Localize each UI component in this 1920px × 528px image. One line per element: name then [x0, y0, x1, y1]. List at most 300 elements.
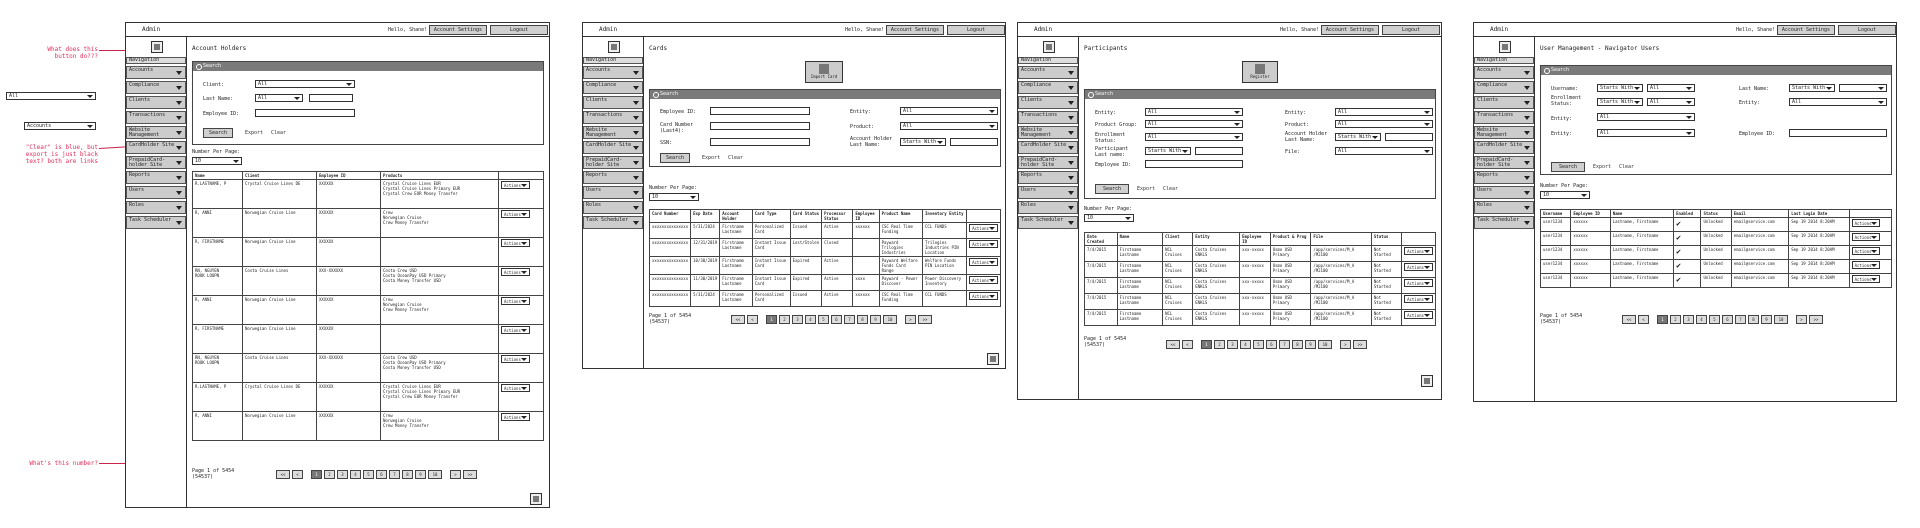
actions-dropdown[interactable]: Actions — [969, 276, 998, 284]
entity-select[interactable]: All — [1145, 108, 1243, 116]
last-name-mode-select[interactable]: Starts With — [1789, 84, 1835, 92]
pagination — [1622, 315, 1823, 324]
cell-name: R, FIRSTNAME — [193, 325, 243, 354]
page-button[interactable]: < — [1182, 340, 1193, 349]
column-header[interactable]: Card Type — [752, 210, 790, 223]
bottom-corner-button[interactable] — [530, 493, 542, 505]
table-cell: Osmo USD Primary — [1270, 262, 1311, 278]
username-input-select[interactable]: All — [1647, 84, 1695, 92]
username-mode-select[interactable]: Starts With — [1597, 84, 1643, 92]
page-button[interactable]: 6 — [831, 315, 842, 324]
nav-item-prepaidcard-site[interactable]: PrepaidCard-holder Site — [126, 156, 186, 169]
page-button[interactable]: < — [747, 315, 758, 324]
column-header[interactable]: Email — [1731, 210, 1788, 218]
page-button[interactable]: 7 — [1279, 340, 1290, 349]
nav-item-cardholder-site[interactable]: CardHolder Site — [583, 141, 643, 154]
column-header[interactable]: Card Status — [790, 210, 822, 223]
export-link[interactable]: Export — [245, 130, 264, 136]
account-settings-button[interactable]: Account Settings — [1321, 25, 1379, 35]
table-cell: CSC Real Time Funding — [879, 223, 922, 239]
actions-dropdown[interactable]: Actions — [1852, 261, 1881, 269]
ssn-input[interactable] — [710, 138, 810, 146]
participant-mode-select[interactable]: Starts With — [1145, 147, 1191, 155]
import-icon — [819, 64, 829, 74]
actions-dropdown[interactable]: Actions — [969, 240, 998, 248]
total-count-label: (54537) — [1084, 342, 1106, 348]
column-header[interactable]: Last Login Date — [1789, 210, 1849, 218]
actions-dropdown[interactable]: Actions — [501, 384, 530, 392]
column-header[interactable]: Product & Prog — [1270, 233, 1311, 246]
table-row — [1085, 278, 1436, 294]
nav-item-clients[interactable]: Clients — [126, 96, 186, 109]
account-settings-button[interactable]: Account Settings — [1777, 25, 1835, 35]
table-cell: Lastname, Firstname — [1610, 232, 1673, 246]
column-header[interactable]: Date Created — [1085, 233, 1118, 246]
page-button[interactable]: 8 — [402, 470, 413, 479]
page-button[interactable]: 1 — [1657, 315, 1668, 324]
cell-name: R, ANNI — [193, 296, 243, 325]
column-header[interactable]: Client — [1163, 233, 1193, 246]
cell-products: Costa Crew USD Costa OceanPay USD Primary Costa Money Transfer USD — [381, 354, 499, 383]
page-button[interactable]: << — [1166, 340, 1180, 349]
table-cell: Not Started — [1371, 294, 1401, 310]
page-button[interactable]: 5 — [818, 315, 829, 324]
page-button[interactable]: 8 — [1748, 315, 1759, 324]
cell-employee-id: XXXXXX — [317, 383, 381, 412]
actions-dropdown[interactable]: Actions — [501, 297, 530, 305]
actions-dropdown[interactable]: Actions — [501, 268, 530, 276]
employee-id-input[interactable] — [710, 107, 810, 115]
card-number-input[interactable] — [710, 122, 810, 130]
nav-item-roles[interactable]: Roles — [583, 201, 643, 214]
page-button[interactable]: >> — [1809, 315, 1823, 324]
cell-client: Norwegian Cruise Line — [243, 209, 317, 238]
account-settings-button[interactable]: Account Settings — [429, 25, 487, 35]
page-button[interactable]: > — [1340, 340, 1351, 349]
nav-item-users[interactable]: Users — [1474, 186, 1534, 199]
cell-name: RN, NGUYEN ROOK LOOPN — [193, 354, 243, 383]
column-header — [1849, 210, 1891, 218]
nav-item-compliance[interactable]: Compliance — [583, 81, 643, 94]
table-cell: xxxx — [853, 275, 879, 291]
bottom-corner-button[interactable] — [987, 353, 999, 365]
export-link[interactable]: Export — [702, 155, 721, 161]
employee-id-input[interactable] — [1789, 129, 1887, 137]
page-button[interactable]: 5 — [1709, 315, 1720, 324]
nav-title: Navigation — [583, 57, 643, 64]
last-name-select[interactable] — [1839, 84, 1887, 92]
column-header[interactable]: Username — [1541, 210, 1571, 218]
enrollment-select[interactable]: All — [1647, 98, 1695, 106]
nav-item-website-management[interactable]: Website Management — [126, 126, 186, 139]
actions-dropdown[interactable]: Actions — [969, 292, 998, 300]
page-button[interactable]: 6 — [1722, 315, 1733, 324]
nav-item-users[interactable]: Users — [1018, 186, 1078, 199]
page-button[interactable]: > — [905, 315, 916, 324]
total-count-label: (54537) — [1540, 319, 1562, 325]
cell-actions — [499, 267, 544, 296]
hello-text: Hello, Shane! — [845, 27, 885, 33]
search-button[interactable]: Search — [203, 128, 233, 138]
cell-name: R, ANNI — [193, 209, 243, 238]
nav-item-website-management[interactable]: Website Management — [1018, 126, 1078, 139]
cell-actions — [967, 257, 1001, 275]
actions-dropdown[interactable]: Actions — [501, 239, 530, 247]
table-cell: Issued — [790, 223, 822, 239]
column-header[interactable]: Status — [1371, 233, 1401, 246]
table-cell: Osmo USD Primary — [1270, 310, 1311, 326]
account-holder-input[interactable] — [1385, 133, 1433, 141]
cell-employee-id: XXX-XXXXXX — [317, 354, 381, 383]
table-cell: user1234 — [1541, 218, 1571, 232]
table-cell: Payward Welfare Funds Card Range — [879, 257, 922, 275]
employee-id-input[interactable] — [1145, 160, 1243, 168]
table-cell: Costa Cruises ENKLS — [1193, 310, 1240, 326]
table-cell: Sep 19 2014 8:20AM — [1789, 218, 1849, 232]
page-button[interactable]: 10 — [1774, 315, 1788, 324]
table-cell: Firstname Lastname — [1117, 246, 1162, 262]
table-row — [1085, 294, 1436, 310]
page-button[interactable]: 3 — [1227, 340, 1238, 349]
participant-input[interactable] — [1195, 147, 1243, 155]
menu-toggle-button[interactable] — [151, 41, 163, 53]
actions-dropdown[interactable]: Actions — [501, 181, 530, 189]
table-cell: /app/services/M_A /M2100 — [1311, 310, 1372, 326]
nav-item-clients[interactable]: Clients — [1474, 96, 1534, 109]
floating-accounts-select[interactable]: Accounts — [24, 122, 96, 130]
actions-dropdown[interactable]: Actions — [1404, 295, 1433, 303]
page-button[interactable]: 2 — [1670, 315, 1681, 324]
admin-label: Admin — [1034, 26, 1053, 33]
floating-all-select[interactable]: All — [6, 92, 96, 100]
page-button[interactable]: 7 — [389, 470, 400, 479]
per-page-select[interactable]: 10 — [1084, 214, 1134, 222]
client-select[interactable]: All — [255, 80, 355, 88]
page-button[interactable]: 3 — [792, 315, 803, 324]
column-header[interactable]: Enabled — [1674, 210, 1701, 218]
entity2-select[interactable]: All — [1597, 129, 1695, 137]
nav-item-cardholder-site[interactable]: CardHolder Site — [1474, 141, 1534, 154]
export-link[interactable]: Export — [1593, 164, 1612, 170]
nav-item-reports[interactable]: Reports — [583, 171, 643, 184]
page-button[interactable]: 3 — [337, 470, 348, 479]
per-page-select[interactable]: 10 — [1540, 191, 1590, 199]
page-button[interactable]: 4 — [350, 470, 361, 479]
page-button[interactable]: 4 — [1240, 340, 1251, 349]
cell-actions — [499, 209, 544, 238]
search-header: Search — [1085, 90, 1435, 99]
page-button[interactable]: 10 — [428, 470, 442, 479]
page-button[interactable]: 6 — [376, 470, 387, 479]
table-row — [1541, 274, 1892, 288]
nav-item-roles[interactable]: Roles — [1018, 201, 1078, 214]
enrollment-select[interactable]: All — [1145, 133, 1243, 141]
logout-button[interactable]: Logout — [947, 25, 1005, 35]
nav-item-transactions[interactable]: Transactions — [583, 111, 643, 124]
file-select[interactable]: All — [1335, 147, 1433, 155]
page-button[interactable]: 4 — [805, 315, 816, 324]
actions-dropdown[interactable]: Actions — [501, 355, 530, 363]
account-holder-input[interactable] — [950, 138, 998, 146]
search-panel — [192, 61, 544, 145]
page-button[interactable]: 7 — [844, 315, 855, 324]
nav-item-task-scheduler[interactable]: Task Scheduler — [583, 216, 643, 229]
column-header[interactable]: Name — [1117, 233, 1162, 246]
total-count-label: (54537) — [192, 474, 214, 480]
actions-dropdown[interactable]: Actions — [1404, 279, 1433, 287]
nav-item-prepaidcard-site[interactable]: PrepaidCard-holder Site — [583, 156, 643, 169]
table-cell: Instant Issue Card — [752, 239, 790, 257]
nav-item-clients[interactable]: Clients — [583, 96, 643, 109]
table-row — [193, 325, 544, 354]
page-button[interactable]: 5 — [363, 470, 374, 479]
nav-item-task-scheduler[interactable]: Task Scheduler — [1018, 216, 1078, 229]
account-settings-button[interactable]: Account Settings — [886, 25, 944, 35]
employee-id-input[interactable] — [255, 109, 355, 117]
nav-item-accounts[interactable]: Accounts — [1018, 66, 1078, 79]
per-page-select[interactable]: 10 — [649, 193, 699, 201]
cards-table — [649, 209, 1001, 307]
admin-label: Admin — [599, 26, 618, 33]
nav-item-prepaidcard-site[interactable]: PrepaidCard-holder Site — [1474, 156, 1534, 169]
entity-select[interactable]: All — [900, 107, 998, 115]
table-cell: Not Started — [1371, 310, 1401, 326]
nav-item-cardholder-site[interactable]: CardHolder Site — [126, 141, 186, 154]
actions-dropdown[interactable]: Actions — [969, 258, 998, 266]
cell-actions — [967, 291, 1001, 307]
page-button[interactable]: << — [276, 470, 290, 479]
clear-link[interactable]: Clear — [271, 130, 287, 136]
column-header[interactable]: Card Number — [650, 210, 691, 223]
actions-dropdown[interactable]: Actions — [1404, 263, 1433, 271]
col-employee-id[interactable]: Employee ID — [317, 172, 381, 180]
table-cell: /app/services/M_A /M2100 — [1311, 246, 1372, 262]
table-cell: 7/4/2015 — [1085, 294, 1118, 310]
last-name-input[interactable] — [309, 94, 353, 102]
page-button[interactable]: 10 — [1318, 340, 1332, 349]
nav-item-compliance[interactable]: Compliance — [126, 81, 186, 94]
search-button[interactable]: Search — [660, 153, 690, 163]
table-cell: Lastname, Firstname — [1610, 218, 1673, 232]
nav-item-website-management[interactable]: Website Management — [583, 126, 643, 139]
bottom-corner-button[interactable] — [1421, 375, 1433, 387]
entity2-select[interactable]: All — [1335, 108, 1433, 116]
search-button[interactable]: Search — [1095, 184, 1129, 194]
page-button[interactable]: 9 — [415, 470, 426, 479]
page-button[interactable]: > — [1796, 315, 1807, 324]
nav-item-prepaidcard-site[interactable]: PrepaidCard-holder Site — [1018, 156, 1078, 169]
page-button[interactable]: << — [1622, 315, 1636, 324]
page-button[interactable]: 8 — [857, 315, 868, 324]
cell-client: Norwegian Cruise Line — [243, 296, 317, 325]
table-cell: xxxxxxxxxxxxxxx — [650, 275, 691, 291]
nav-item-users[interactable]: Users — [126, 186, 186, 199]
table-cell: /app/services/M_A /M2100 — [1311, 278, 1372, 294]
table-cell: NCL Cruises — [1163, 294, 1193, 310]
table-row — [193, 296, 544, 325]
actions-dropdown[interactable]: Actions — [969, 224, 998, 232]
table-row — [650, 239, 1001, 257]
nav-item-roles[interactable]: Roles — [1474, 201, 1534, 214]
product-group-select[interactable]: All — [1145, 120, 1243, 128]
actions-dropdown[interactable]: Actions — [1404, 247, 1433, 255]
logout-button[interactable]: Logout — [1838, 25, 1896, 35]
product-select[interactable]: All — [1335, 120, 1433, 128]
table-cell: Costa Cruises ENKLS — [1193, 262, 1240, 278]
actions-dropdown[interactable]: Actions — [1852, 247, 1881, 255]
page-button[interactable]: < — [292, 470, 303, 479]
import-card-label: Import Card — [810, 74, 838, 79]
menu-toggle-button[interactable] — [1499, 41, 1511, 53]
cell-actions — [967, 239, 1001, 257]
page-button[interactable]: 5 — [1253, 340, 1264, 349]
table-cell: email@service.com — [1731, 218, 1788, 232]
column-header[interactable]: Exp Date — [691, 210, 720, 223]
page-button[interactable]: << — [731, 315, 745, 324]
col-name[interactable]: Name — [193, 172, 243, 180]
participants-table — [1084, 232, 1436, 326]
page-button[interactable]: 9 — [1305, 340, 1316, 349]
actions-dropdown[interactable]: Actions — [1852, 219, 1881, 227]
import-card-button[interactable] — [805, 61, 843, 83]
page-button[interactable]: > — [450, 470, 461, 479]
clear-link[interactable]: Clear — [1163, 186, 1179, 192]
page-button[interactable]: 3 — [1683, 315, 1694, 324]
actions-dropdown[interactable]: Actions — [1852, 275, 1881, 283]
page-button[interactable]: 9 — [1761, 315, 1772, 324]
cell-client: Crystal Cruise Lines DE — [243, 383, 317, 412]
actions-dropdown[interactable]: Actions — [501, 326, 530, 334]
table-row — [1541, 232, 1892, 246]
column-header[interactable]: Name — [1610, 210, 1673, 218]
page-button[interactable]: 8 — [1292, 340, 1303, 349]
page-button[interactable]: 10 — [883, 315, 897, 324]
clear-link[interactable]: Clear — [1619, 164, 1635, 170]
table-cell: user1234 — [1541, 260, 1571, 274]
export-link[interactable]: Export — [1137, 186, 1156, 192]
logout-button[interactable]: Logout — [490, 25, 548, 35]
column-header[interactable]: Entity — [1193, 233, 1240, 246]
nav-item-task-scheduler[interactable]: Task Scheduler — [126, 216, 186, 229]
table-row — [193, 238, 544, 267]
actions-dropdown[interactable]: Actions — [501, 210, 530, 218]
nav-item-clients[interactable]: Clients — [1018, 96, 1078, 109]
nav-item-compliance[interactable]: Compliance — [1474, 81, 1534, 94]
page-button[interactable]: >> — [463, 470, 477, 479]
column-header[interactable]: Employee ID — [853, 210, 879, 223]
entity-label: Entity: — [850, 109, 872, 115]
nav-item-accounts[interactable]: Accounts — [1474, 66, 1534, 79]
column-header[interactable]: Product Name — [879, 210, 922, 223]
search-button[interactable]: Search — [1551, 162, 1585, 172]
account-holder-mode-select[interactable]: Starts With — [900, 138, 946, 146]
page-button[interactable]: 1 — [311, 470, 322, 479]
page-button[interactable]: 7 — [1735, 315, 1746, 324]
number-per-page-label: Number Per Page: — [1540, 183, 1589, 189]
column-header[interactable]: Processor Status — [822, 210, 853, 223]
column-header[interactable]: Employee ID — [1240, 233, 1271, 246]
actions-dropdown[interactable]: Actions — [501, 413, 530, 421]
cell-actions — [499, 383, 544, 412]
nav-item-transactions[interactable]: Transactions — [1018, 111, 1078, 124]
number-per-page-label: Number Per Page: — [192, 149, 241, 155]
entity-select[interactable]: All — [1597, 113, 1695, 121]
top-bar — [1018, 23, 1441, 37]
nav-item-website-management[interactable]: Website Management — [1474, 126, 1534, 139]
column-header[interactable]: Status — [1701, 210, 1731, 218]
page-button[interactable]: 1 — [766, 315, 777, 324]
page-button[interactable]: 9 — [870, 315, 881, 324]
page-button[interactable]: >> — [1353, 340, 1367, 349]
actions-dropdown[interactable]: Actions — [1404, 311, 1433, 319]
per-page-select[interactable]: 10 — [192, 157, 242, 165]
product-label: Product: — [850, 124, 875, 130]
table-cell: Sep 19 2014 8:20AM — [1789, 232, 1849, 246]
entity3-select[interactable]: All — [1789, 98, 1887, 106]
nav-item-roles[interactable]: Roles — [126, 201, 186, 214]
cell-actions — [1849, 246, 1891, 260]
clear-link[interactable]: Clear — [728, 155, 744, 161]
nav-item-compliance[interactable]: Compliance — [1018, 81, 1078, 94]
page-button[interactable]: 1 — [1201, 340, 1212, 349]
col-client[interactable]: Client — [243, 172, 317, 180]
actions-dropdown[interactable]: Actions — [1852, 233, 1881, 241]
cell-products — [381, 325, 499, 354]
page-button[interactable]: >> — [918, 315, 932, 324]
nav-item-reports[interactable]: Reports — [1474, 171, 1534, 184]
page-button[interactable]: 2 — [1214, 340, 1225, 349]
last-name-mode-select[interactable]: All — [255, 94, 303, 102]
nav-item-reports[interactable]: Reports — [126, 171, 186, 184]
page-button[interactable]: 4 — [1696, 315, 1707, 324]
enrollment-mode-select[interactable]: Starts With — [1597, 98, 1643, 106]
col-products: Products — [381, 172, 499, 180]
table-cell: Osmo USD Primary — [1270, 294, 1311, 310]
nav-item-transactions[interactable]: Transactions — [126, 111, 186, 124]
menu-toggle-button[interactable] — [1043, 41, 1055, 53]
nav-item-users[interactable]: Users — [583, 186, 643, 199]
table-row — [193, 267, 544, 296]
menu-toggle-button[interactable] — [608, 41, 620, 53]
page-button[interactable]: 6 — [1266, 340, 1277, 349]
page-button[interactable]: 2 — [779, 315, 790, 324]
logout-button[interactable]: Logout — [1382, 25, 1440, 35]
column-header[interactable]: File — [1311, 233, 1372, 246]
screen-cards — [582, 22, 1006, 369]
nav-item-accounts[interactable]: Accounts — [583, 66, 643, 79]
account-holders-table — [192, 171, 544, 441]
page-of-label: Page 1 of 5454 — [649, 313, 692, 319]
nav-item-cardholder-site[interactable]: CardHolder Site — [1018, 141, 1078, 154]
cell-actions — [499, 354, 544, 383]
column-header[interactable]: Employee ID — [1571, 210, 1610, 218]
column-header[interactable]: Account Holder — [720, 210, 753, 223]
page-button[interactable]: < — [1638, 315, 1649, 324]
nav-item-task-scheduler[interactable]: Task Scheduler — [1474, 216, 1534, 229]
table-row — [193, 180, 544, 209]
nav-item-transactions[interactable]: Transactions — [1474, 111, 1534, 124]
page-button[interactable]: 2 — [324, 470, 335, 479]
product-select[interactable]: All — [900, 122, 998, 130]
table-cell: Unlocked — [1701, 218, 1731, 232]
table-cell: xxxxxx — [1571, 232, 1610, 246]
account-holder-mode-select[interactable]: Starts With — [1335, 133, 1381, 141]
nav-item-accounts[interactable]: Accounts — [126, 66, 186, 79]
nav-item-reports[interactable]: Reports — [1018, 171, 1078, 184]
table-cell: NCL Cruises — [1163, 262, 1193, 278]
register-button[interactable] — [1242, 61, 1278, 83]
column-header[interactable]: Inventory Entity — [923, 210, 967, 223]
